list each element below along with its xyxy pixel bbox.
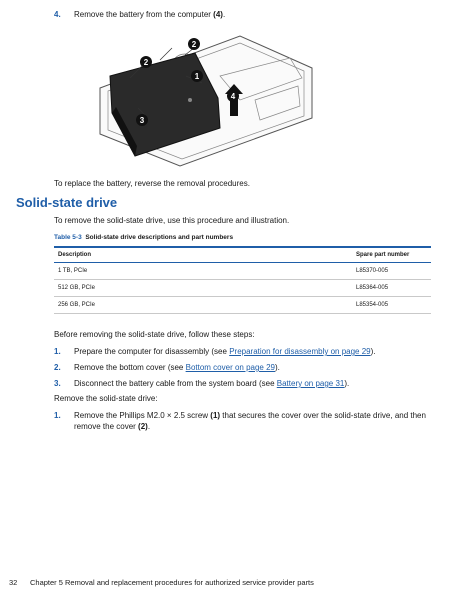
column-header: Spare part number bbox=[352, 247, 431, 263]
svg-text:4: 4 bbox=[230, 92, 236, 101]
chapter-footer: Chapter 5 Removal and replacement procedures for authorized service provider parts bbox=[30, 578, 314, 587]
prep-step-1-number: 1. bbox=[54, 347, 61, 356]
step-number: 4. bbox=[54, 10, 61, 19]
svg-text:1: 1 bbox=[194, 72, 200, 81]
prep-step-2: Remove the bottom cover (see Bottom cover on page 29). bbox=[74, 363, 280, 372]
before-text: Before removing the solid-state drive, follow these steps: bbox=[54, 330, 255, 339]
remove-step-1-number: 1. bbox=[54, 411, 61, 420]
svg-text:2: 2 bbox=[143, 58, 149, 67]
table-cell: 256 GB, PCIe bbox=[54, 297, 352, 314]
table-header-row bbox=[54, 247, 431, 263]
battery-removal-illustration bbox=[90, 28, 320, 168]
prep-step-3-number: 3. bbox=[54, 379, 61, 388]
intro-text: To remove the solid-state drive, use this procedure and illustration. bbox=[54, 216, 290, 225]
link-preparation[interactable]: Preparation for disassembly on page 29 bbox=[229, 347, 371, 356]
step-4-text: Remove the battery from the computer (4). bbox=[74, 10, 226, 19]
callout-2a bbox=[140, 56, 152, 68]
section-title: Solid-state drive bbox=[16, 195, 118, 210]
table-row bbox=[54, 297, 431, 314]
remove-label: Remove the solid-state drive: bbox=[54, 394, 158, 403]
prep-step-3: Disconnect the battery cable from the system board (see Battery on page 31). bbox=[74, 379, 350, 388]
step-4 bbox=[54, 9, 61, 20]
table-cell: 1 TB, PCIe bbox=[54, 263, 352, 280]
link-battery[interactable]: Battery on page 31 bbox=[276, 379, 345, 388]
callout-1 bbox=[191, 70, 203, 82]
svg-text:2: 2 bbox=[191, 40, 197, 49]
remove-step-1: Remove the Phillips M2.0 × 2.5 screw (1) that secures the cover over the solid-state drive, and then remove the cover (2). bbox=[74, 411, 426, 431]
table-cell: L85370-005 bbox=[352, 263, 431, 280]
callout-4 bbox=[227, 90, 239, 102]
column-header: Description bbox=[54, 247, 352, 263]
page-number: 32 bbox=[9, 578, 18, 587]
table-cell: L85364-005 bbox=[352, 280, 431, 297]
table-row bbox=[54, 280, 431, 297]
callout-2b bbox=[188, 38, 200, 50]
prep-step-2-number: 2. bbox=[54, 363, 61, 372]
table-caption: Table 5-3 Solid-state drive descriptions and part numbers bbox=[54, 234, 234, 241]
svg-text:3: 3 bbox=[139, 116, 145, 125]
prep-step-1: Prepare the computer for disassembly (see Preparation for disassembly on page 29). bbox=[74, 347, 376, 356]
link-bottom-cover[interactable]: Bottom cover on page 29 bbox=[185, 363, 275, 372]
table-cell: 512 GB, PCIe bbox=[54, 280, 352, 297]
parts-table bbox=[54, 246, 431, 314]
callout-3 bbox=[136, 114, 148, 126]
table-cell: L85354-005 bbox=[352, 297, 431, 314]
replace-note: To replace the battery, reverse the removal procedures. bbox=[54, 179, 250, 188]
table-row bbox=[54, 263, 431, 280]
